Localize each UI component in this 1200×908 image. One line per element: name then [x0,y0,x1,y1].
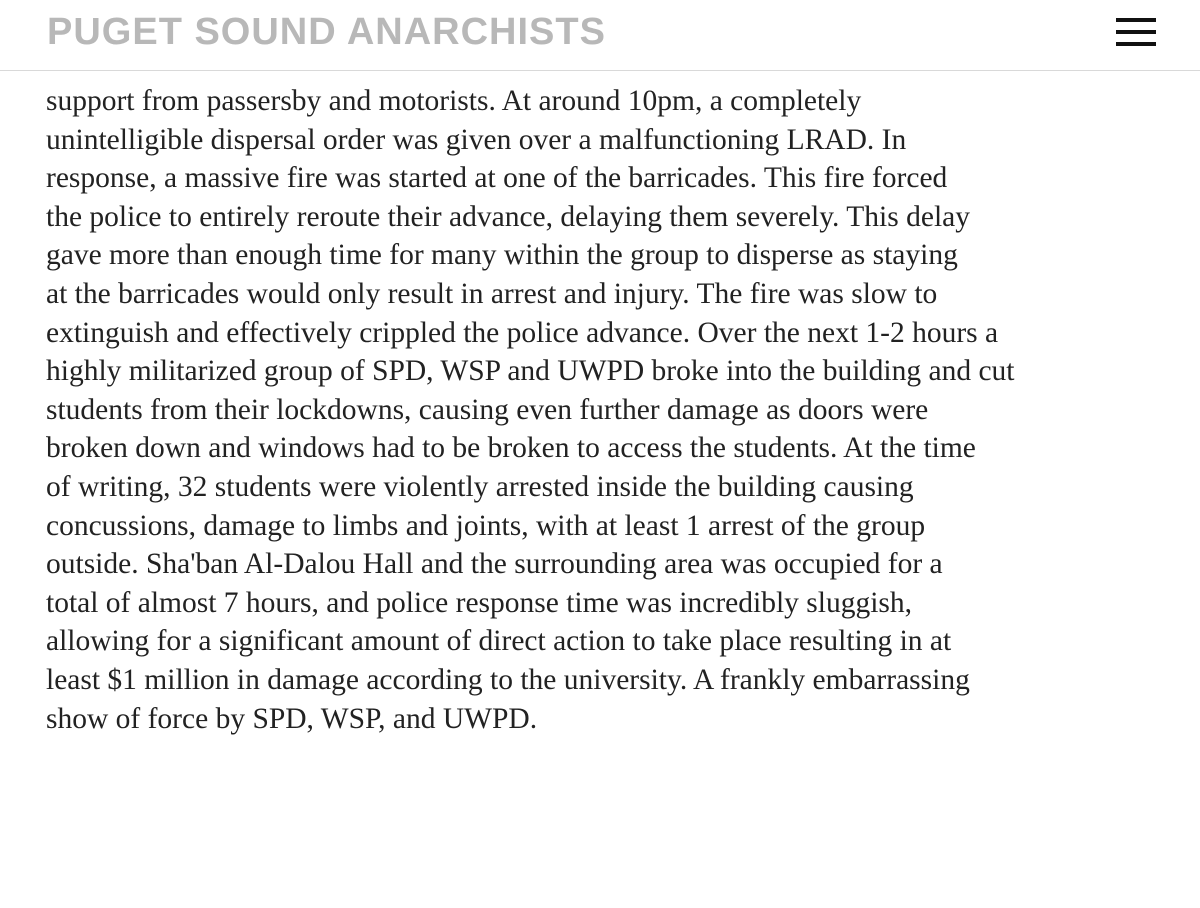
article-line: least $1 million in damage according to the university. A frankly embarrassing [46,663,970,696]
menu-button[interactable] [1110,12,1162,52]
menu-bar-bottom [1116,42,1156,46]
article-body [46,82,1166,738]
site-title[interactable]: PUGET SOUND ANARCHISTS [47,11,606,53]
article-line: highly militarized group of SPD, WSP and UWPD broke into the building and cut [46,355,1015,388]
article-line: students from their lockdowns, causing even further damage as doors were [46,393,929,426]
article-line: the police to entirely reroute their advance, delaying them severely. This delay [46,200,970,233]
article-line: unintelligible dispersal order was given over a malfunctioning LRAD. In [46,123,907,156]
site-header [0,0,1200,71]
article-line: at the barricades would only result in arrest and injury. The fire was slow to [46,277,938,310]
article-line: allowing for a significant amount of direct action to take place resulting in at [46,625,952,658]
article-line: extinguish and effectively crippled the police advance. Over the next 1-2 hours a [46,316,999,349]
article-line: support from passersby and motorists. At around 10pm, a completely [46,85,862,117]
article-line: concussions, damage to limbs and joints, with at least 1 arrest of the group [46,509,926,542]
article-line: total of almost 7 hours, and police response time was incredibly sluggish, [46,586,913,619]
article-line: show of force by SPD, WSP, and UWPD. [46,702,538,735]
menu-bar-top [1116,18,1156,22]
article-line: broken down and windows had to be broken to access the students. At the time [46,432,976,465]
article-line: outside. Sha'ban Al-Dalou Hall and the surrounding area was occupied for a [46,548,943,581]
menu-bar-middle [1116,30,1156,34]
article-line: gave more than enough time for many within the group to disperse as staying [46,239,958,272]
article-line: response, a massive fire was started at one of the barricades. This fire forced [46,162,948,195]
article-line: of writing, 32 students were violently arrested inside the building causing [46,470,914,503]
